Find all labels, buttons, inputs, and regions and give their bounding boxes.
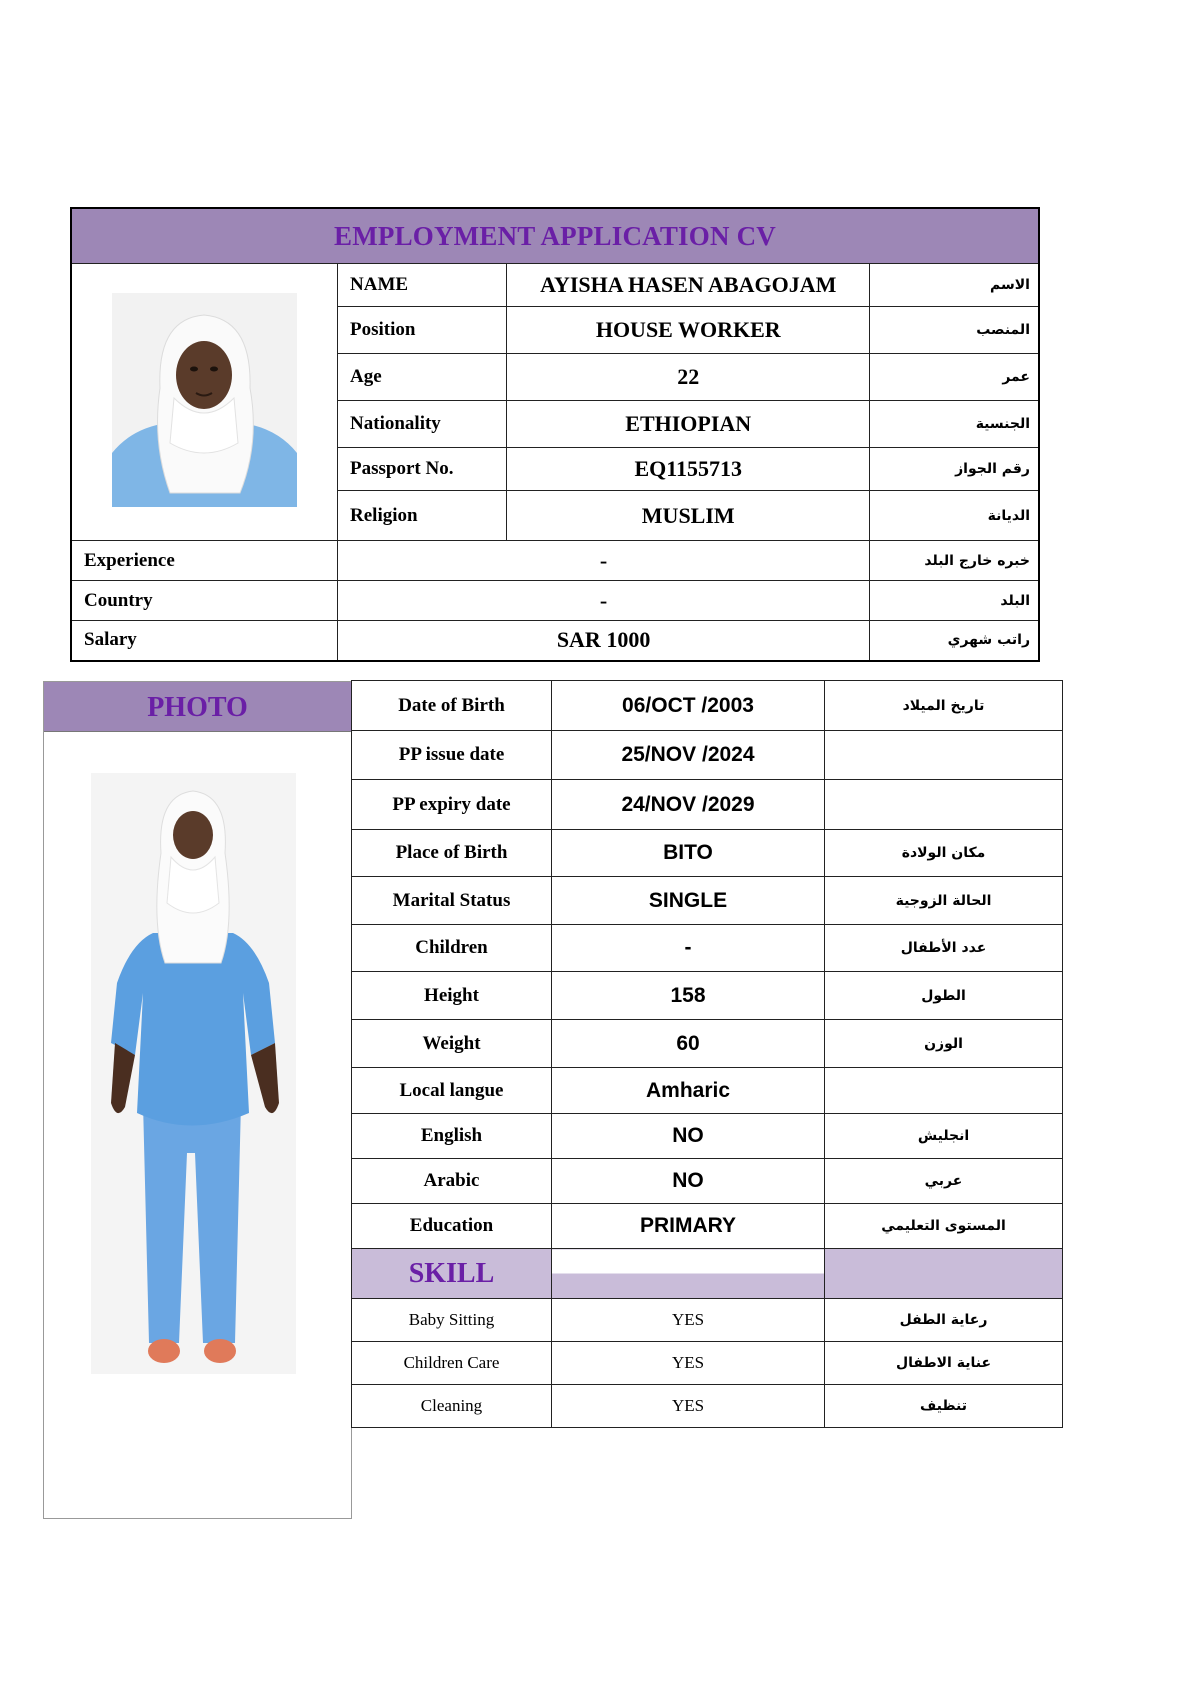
skill-value: YES (552, 1342, 825, 1385)
label-religion: Religion (338, 491, 507, 541)
value-pp-expiry: 24/NOV /2029 (552, 780, 825, 830)
label-age: Age (338, 354, 507, 401)
label-experience: Experience (71, 541, 338, 581)
arabic-education: المستوى التعليمي (825, 1204, 1063, 1249)
arabic-place-of-birth: مكان الولادة (825, 830, 1063, 877)
arabic-arabic: عربي (825, 1159, 1063, 1204)
label-position: Position (338, 307, 507, 354)
skill-arabic: رعاية الطفل (825, 1299, 1063, 1342)
arabic-dob: تاريخ الميلاد (825, 681, 1063, 731)
skill-header-spacer-right (825, 1249, 1063, 1299)
arabic-nationality: الجنسية (870, 401, 1039, 448)
value-dob: 06/OCT /2003 (552, 681, 825, 731)
value-children: - (552, 925, 825, 972)
arabic-passport: رقم الجواز (870, 448, 1039, 491)
arabic-position: المنصب (870, 307, 1039, 354)
label-pp-expiry: PP expiry date (352, 780, 552, 830)
label-weight: Weight (352, 1020, 552, 1068)
value-weight: 60 (552, 1020, 825, 1068)
label-arabic: Arabic (352, 1159, 552, 1204)
skill-label: Baby Sitting (352, 1299, 552, 1342)
arabic-pp-issue (825, 731, 1063, 780)
arabic-weight: الوزن (825, 1020, 1063, 1068)
value-position: HOUSE WORKER (507, 307, 870, 354)
value-passport: EQ1155713 (507, 448, 870, 491)
arabic-height: الطول (825, 972, 1063, 1020)
arabic-country: البلد (870, 581, 1039, 621)
arabic-local-language (825, 1068, 1063, 1114)
label-name: NAME (338, 264, 507, 307)
label-salary: Salary (71, 621, 338, 661)
label-pp-issue: PP issue date (352, 731, 552, 780)
photo-panel (43, 681, 352, 1519)
skill-label: Children Care (352, 1342, 552, 1385)
label-local-language: Local langue (352, 1068, 552, 1114)
value-education: PRIMARY (552, 1204, 825, 1249)
label-education: Education (352, 1204, 552, 1249)
value-age: 22 (507, 354, 870, 401)
skill-value: YES (552, 1385, 825, 1428)
label-nationality: Nationality (338, 401, 507, 448)
value-pp-issue: 25/NOV /2024 (552, 731, 825, 780)
value-country: - (338, 581, 870, 621)
value-marital-status: SINGLE (552, 877, 825, 925)
skill-header-spacer (552, 1249, 825, 1299)
arabic-age: عمر (870, 354, 1039, 401)
label-children: Children (352, 925, 552, 972)
label-place-of-birth: Place of Birth (352, 830, 552, 877)
page-title: EMPLOYMENT APPLICATION CV (71, 208, 1039, 264)
value-local-language: Amharic (552, 1068, 825, 1114)
value-arabic: NO (552, 1159, 825, 1204)
arabic-marital-status: الحالة الزوجية (825, 877, 1063, 925)
value-place-of-birth: BITO (552, 830, 825, 877)
label-dob: Date of Birth (352, 681, 552, 731)
value-name: AYISHA HASEN ABAGOJAM (507, 264, 870, 307)
full-body-photo (91, 773, 296, 1374)
skill-arabic: عناية الاطفال (825, 1342, 1063, 1385)
skill-arabic: تنظيف (825, 1385, 1063, 1428)
arabic-pp-expiry (825, 780, 1063, 830)
value-experience: - (338, 541, 870, 581)
value-nationality: ETHIOPIAN (507, 401, 870, 448)
details-table (351, 680, 1063, 1428)
value-height: 158 (552, 972, 825, 1020)
value-salary: SAR 1000 (338, 621, 870, 661)
portrait-cell (71, 264, 338, 541)
label-english: English (352, 1114, 552, 1159)
label-marital-status: Marital Status (352, 877, 552, 925)
arabic-english: انجليش (825, 1114, 1063, 1159)
skill-header: SKILL (352, 1249, 552, 1299)
label-passport: Passport No. (338, 448, 507, 491)
personal-info-table (70, 207, 1040, 662)
arabic-experience: خبره خارج البلد (870, 541, 1039, 581)
photo-panel-title: PHOTO (44, 682, 351, 732)
skill-label: Cleaning (352, 1385, 552, 1428)
label-height: Height (352, 972, 552, 1020)
arabic-children: عدد الأطفال (825, 925, 1063, 972)
skill-value: YES (552, 1299, 825, 1342)
arabic-religion: الديانة (870, 491, 1039, 541)
value-religion: MUSLIM (507, 491, 870, 541)
portrait-photo (112, 293, 297, 507)
label-country: Country (71, 581, 338, 621)
arabic-salary: راتب شهري (870, 621, 1039, 661)
value-english: NO (552, 1114, 825, 1159)
arabic-name: الاسم (870, 264, 1039, 307)
